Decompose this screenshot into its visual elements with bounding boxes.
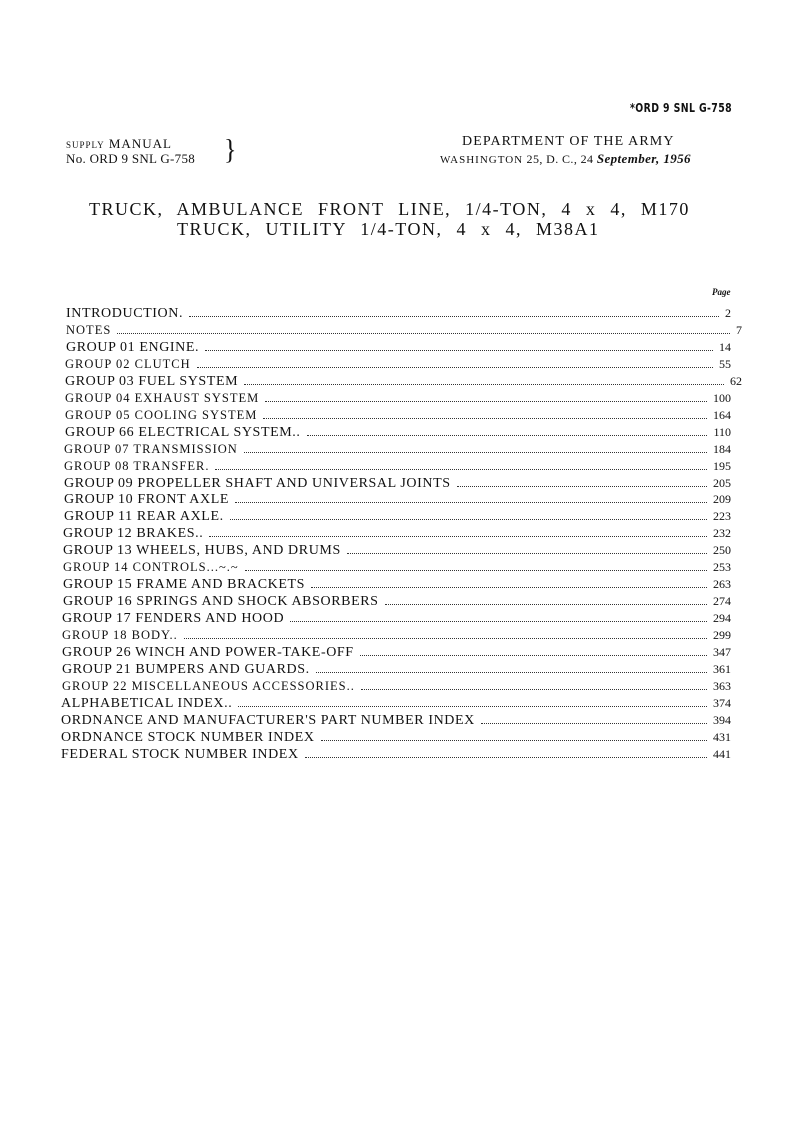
- issue-place: WASHINGTON: [440, 154, 524, 166]
- toc-leader-dots: [360, 655, 707, 656]
- toc-entry-label: GROUP 13 WHEELS, HUBS, AND DRUMS: [63, 543, 341, 558]
- toc-entry: [0, 373, 792, 390]
- toc-entry-page: 205: [713, 476, 731, 490]
- toc-entry-label: GROUP 08 TRANSFER.: [64, 459, 210, 473]
- toc-entry-label: INTRODUCTION.: [66, 306, 184, 321]
- issue-date: September, 1956: [596, 151, 691, 166]
- toc-entry: [0, 729, 792, 746]
- toc-leader-dots: [238, 706, 707, 707]
- toc-entry-page: 110: [713, 425, 731, 439]
- toc-entry: [0, 407, 792, 424]
- toc-entry-page: 100: [713, 391, 731, 405]
- toc-entry: [0, 339, 792, 356]
- page-column-header: Page: [712, 287, 731, 297]
- toc-entry-label: GROUP 09 PROPELLER SHAFT AND UNIVERSAL JOINTS: [64, 476, 451, 491]
- toc-entry-label: ALPHABETICAL INDEX..: [61, 696, 233, 711]
- toc-leader-dots: [197, 367, 713, 368]
- toc-leader-dots: [290, 621, 707, 622]
- toc-entry-page: 209: [713, 492, 731, 506]
- toc-entry-page: 164: [713, 408, 731, 422]
- toc-entry-page: 195: [713, 459, 731, 473]
- toc-leader-dots: [263, 418, 707, 419]
- toc-entry: [0, 610, 792, 627]
- toc-entry: [0, 627, 792, 644]
- toc-entry-label: GROUP 04 EXHAUST SYSTEM: [65, 391, 260, 405]
- toc-entry-page: 223: [713, 509, 731, 523]
- toc-entry-label: GROUP 01 ENGINE.: [66, 340, 200, 355]
- toc-entry-label: GROUP 26 WINCH AND POWER-TAKE-OFF: [62, 645, 354, 660]
- toc-entry-label: GROUP 11 REAR AXLE.: [64, 509, 224, 524]
- toc-leader-dots: [205, 350, 713, 351]
- toc-entry-label: GROUP 05 COOLING SYSTEM: [65, 408, 258, 422]
- toc-leader-dots: [321, 740, 707, 741]
- toc-leader-dots: [215, 469, 707, 470]
- toc-entry: [0, 390, 792, 407]
- toc-entry-page: 232: [713, 526, 731, 540]
- toc-entry: [0, 356, 792, 373]
- supply-manual-number: No. ORD 9 SNL G-758: [66, 151, 196, 166]
- toc-entry-page: 253: [713, 560, 731, 574]
- toc-leader-dots: [457, 486, 707, 487]
- toc-leader-dots: [209, 536, 707, 537]
- toc-entry-label: NOTES: [66, 323, 112, 337]
- toc-entry: [0, 305, 792, 322]
- toc-entry-page: 347: [713, 645, 731, 659]
- toc-entry-page: 55: [719, 357, 731, 371]
- toc-entry: [0, 424, 792, 441]
- toc-entry-label: GROUP 18 BODY..: [62, 628, 178, 642]
- toc-leader-dots: [307, 435, 708, 436]
- toc-entry-page: 62: [730, 374, 742, 388]
- toc-entry: [0, 508, 792, 525]
- toc-leader-dots: [316, 672, 707, 673]
- toc-entry-label: ORDNANCE STOCK NUMBER INDEX: [61, 730, 315, 745]
- toc-leader-dots: [245, 570, 707, 571]
- issue-mid: 25, D. C., 24: [526, 152, 594, 166]
- toc-entry-page: 7: [736, 323, 742, 337]
- document-title-line-1: TRUCK, AMBULANCE FRONT LINE, 1/4-TON, 4 x 4, M170: [89, 199, 690, 219]
- department-name: DEPARTMENT OF THE ARMY: [462, 134, 675, 149]
- toc-entry-page: 184: [713, 442, 731, 456]
- toc-leader-dots: [184, 638, 707, 639]
- toc-entry-page: 441: [713, 747, 731, 761]
- toc-entry-label: GROUP 16 SPRINGS AND SHOCK ABSORBERS: [63, 594, 379, 609]
- brace-mark: }: [224, 133, 237, 166]
- toc-leader-dots: [311, 587, 707, 588]
- toc-entry: [0, 661, 792, 678]
- toc-entry-label: GROUP 02 CLUTCH: [65, 357, 191, 371]
- toc-entry-page: 374: [713, 696, 731, 710]
- toc-leader-dots: [265, 401, 707, 402]
- toc-leader-dots: [244, 452, 707, 453]
- toc-leader-dots: [117, 333, 730, 334]
- toc-entry-page: 294: [713, 611, 731, 625]
- toc-entry-label: ORDNANCE AND MANUFACTURER'S PART NUMBER INDEX: [61, 713, 475, 728]
- toc-entry: [0, 542, 792, 559]
- toc-leader-dots: [385, 604, 707, 605]
- toc-entry: [0, 746, 792, 763]
- toc-entry-label: GROUP 07 TRANSMISSION: [64, 442, 238, 456]
- toc-entry-page: 2: [725, 306, 731, 320]
- toc-entry-label: GROUP 15 FRAME AND BRACKETS: [63, 577, 306, 592]
- toc-entry: [0, 525, 792, 542]
- toc-leader-dots: [347, 553, 707, 554]
- toc-leader-dots: [244, 384, 724, 385]
- toc-entry-page: 263: [713, 577, 731, 591]
- toc-entry-label: GROUP 17 FENDERS AND HOOD: [62, 611, 285, 626]
- toc-entry-label: FEDERAL STOCK NUMBER INDEX: [61, 747, 299, 762]
- toc-entry-label: GROUP 66 ELECTRICAL SYSTEM..: [65, 425, 301, 440]
- toc-entry-label: GROUP 12 BRAKES..: [63, 526, 204, 541]
- toc-entry-label: GROUP 14 CONTROLS...~.~: [63, 560, 239, 574]
- supply-manual-heading: [66, 136, 172, 152]
- document-title-line-2: TRUCK, UTILITY 1/4-TON, 4 x 4, M38A1: [177, 219, 600, 239]
- manual-word: MANUAL: [108, 136, 172, 151]
- toc-leader-dots: [235, 502, 707, 503]
- toc-entry: [0, 441, 792, 458]
- supply-prefix: SUPPLY: [66, 140, 105, 150]
- toc-entry: [0, 695, 792, 712]
- toc-entry: [0, 491, 792, 508]
- toc-entry: [0, 678, 792, 695]
- toc-leader-dots: [230, 519, 707, 520]
- toc-entry: [0, 475, 792, 492]
- toc-entry-label: GROUP 10 FRONT AXLE: [64, 492, 230, 507]
- toc-entry-label: GROUP 21 BUMPERS AND GUARDS.: [62, 662, 310, 677]
- toc-entry: [0, 458, 792, 475]
- toc-entry-page: 299: [713, 628, 731, 642]
- toc-entry: [0, 576, 792, 593]
- issue-place-date: [440, 151, 691, 167]
- toc-leader-dots: [189, 316, 719, 317]
- toc-leader-dots: [481, 723, 707, 724]
- toc-leader-dots: [305, 757, 707, 758]
- toc-leader-dots: [361, 689, 707, 690]
- toc-entry-page: 363: [713, 679, 731, 693]
- toc-entry-page: 431: [713, 730, 731, 744]
- toc-entry: [0, 559, 792, 576]
- toc-entry: [0, 322, 792, 339]
- document-number-mark: *ORD 9 SNL G-758: [630, 101, 733, 115]
- toc-entry-page: 361: [713, 662, 731, 676]
- toc-entry-page: 274: [713, 594, 731, 608]
- toc-entry: [0, 712, 792, 729]
- toc-entry-label: GROUP 03 FUEL SYSTEM: [65, 374, 239, 389]
- toc-entry-page: 250: [713, 543, 731, 557]
- toc-entry: [0, 593, 792, 610]
- toc-entry-page: 394: [713, 713, 731, 727]
- toc-entry-label: GROUP 22 MISCELLANEOUS ACCESSORIES..: [62, 679, 355, 693]
- toc-entry-page: 14: [719, 340, 731, 354]
- toc-entry: [0, 644, 792, 661]
